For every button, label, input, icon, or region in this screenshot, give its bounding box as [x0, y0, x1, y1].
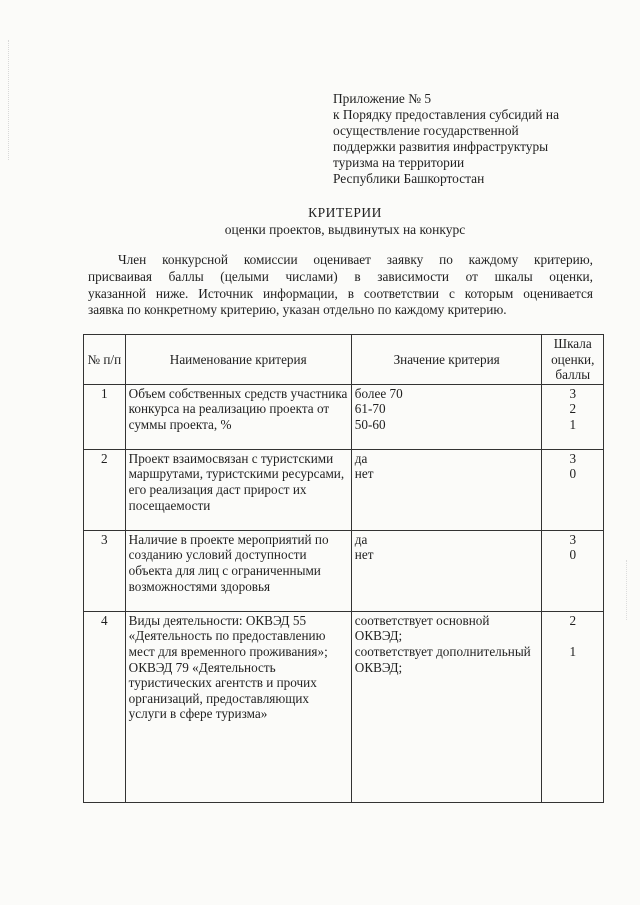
- appendix-line: туризма на территории: [333, 154, 465, 170]
- value-item: 50-60: [354, 416, 386, 432]
- value-item: 61-70: [354, 401, 386, 417]
- row-num: 2: [84, 449, 126, 530]
- score-item: 0: [569, 547, 577, 563]
- row-scores: [542, 611, 604, 802]
- score-item: 1: [569, 643, 577, 659]
- value-item: да: [354, 531, 368, 547]
- intro-line: заявка по конкретному критерию, указан отдельно по каждому критерию.: [88, 302, 507, 318]
- row-values: [351, 449, 542, 530]
- value-item: соответствует основной ОКВЭД;: [354, 612, 490, 644]
- row-values: [351, 384, 542, 449]
- row-values: [351, 611, 542, 802]
- scan-artifact: [8, 40, 13, 160]
- header-value: Значение критерия: [351, 335, 542, 385]
- document-subtitle: оценки проектов, выдвинутых на конкурс: [224, 222, 466, 237]
- row-scores: [542, 449, 604, 530]
- row-num: 1: [84, 384, 126, 449]
- header-score: Шкала оценки, баллы: [542, 335, 604, 385]
- score-item: 2: [569, 401, 577, 417]
- row-scores: [542, 530, 604, 611]
- criteria-table: [83, 334, 604, 803]
- intro-line: присваивая баллы (целыми числами) в зависимости от шкалы оценки,: [88, 268, 593, 284]
- header-name: Наименование критерия: [125, 335, 351, 385]
- row-criterion: Виды деятельности: ОКВЭД 55 «Деятельность по предоставлению мест для временного проживания»; ОКВЭД 79 «Деятельность туристических агентств и прочих организаций, предоставляющих услуги в сфере туризма»: [125, 611, 351, 802]
- appendix-line: к Порядку предоставления субсидий на: [333, 106, 560, 122]
- score-item: 2: [569, 612, 577, 628]
- value-item: соответствует дополнительный ОКВЭД;: [354, 643, 531, 675]
- score-item: 3: [569, 450, 577, 466]
- value-item: нет: [354, 466, 374, 482]
- row-criterion: Объем собственных средств участника конкурса на реализацию проекта от суммы проекта, %: [125, 384, 351, 449]
- row-criterion: Наличие в проекте мероприятий по созданию условий доступности объекта для лиц с ограниченными возможностями здоровья: [125, 530, 351, 611]
- appendix-line: Республики Башкортостан: [333, 170, 485, 186]
- score-item: 3: [569, 531, 577, 547]
- table-header-row: [84, 335, 604, 385]
- table-row: [84, 384, 604, 449]
- row-num: 4: [84, 611, 126, 802]
- appendix-line: Приложение № 5: [333, 91, 432, 106]
- appendix-header: [333, 91, 613, 186]
- score-item: 3: [569, 385, 577, 401]
- row-values: [351, 530, 542, 611]
- appendix-line: осуществление государственной: [333, 122, 519, 138]
- intro-line: указанной ниже. Источник информации, в соответствии с которым оценивается: [88, 285, 593, 301]
- value-item: более 70: [354, 385, 403, 401]
- row-num: 3: [84, 530, 126, 611]
- value-item: да: [354, 450, 368, 466]
- appendix-line: поддержки развития инфраструктуры: [333, 138, 549, 154]
- table-row: [84, 449, 604, 530]
- table-row: [84, 530, 604, 611]
- value-item: нет: [354, 547, 374, 563]
- scan-artifact: [626, 560, 629, 620]
- document-title: КРИТЕРИИ: [308, 205, 382, 220]
- score-item: 0: [569, 466, 577, 482]
- table-row: [84, 611, 604, 802]
- intro-line: Член конкурсной комиссии оценивает заявку по каждому критерию,: [118, 252, 593, 267]
- intro-paragraph: [88, 252, 593, 319]
- row-scores: [542, 384, 604, 449]
- header-num: № п/п: [84, 335, 126, 385]
- score-item: 1: [569, 416, 577, 432]
- row-criterion: Проект взаимосвязан с туристскими маршрутами, туристскими ресурсами, его реализация даст прирост их посещаемости: [125, 449, 351, 530]
